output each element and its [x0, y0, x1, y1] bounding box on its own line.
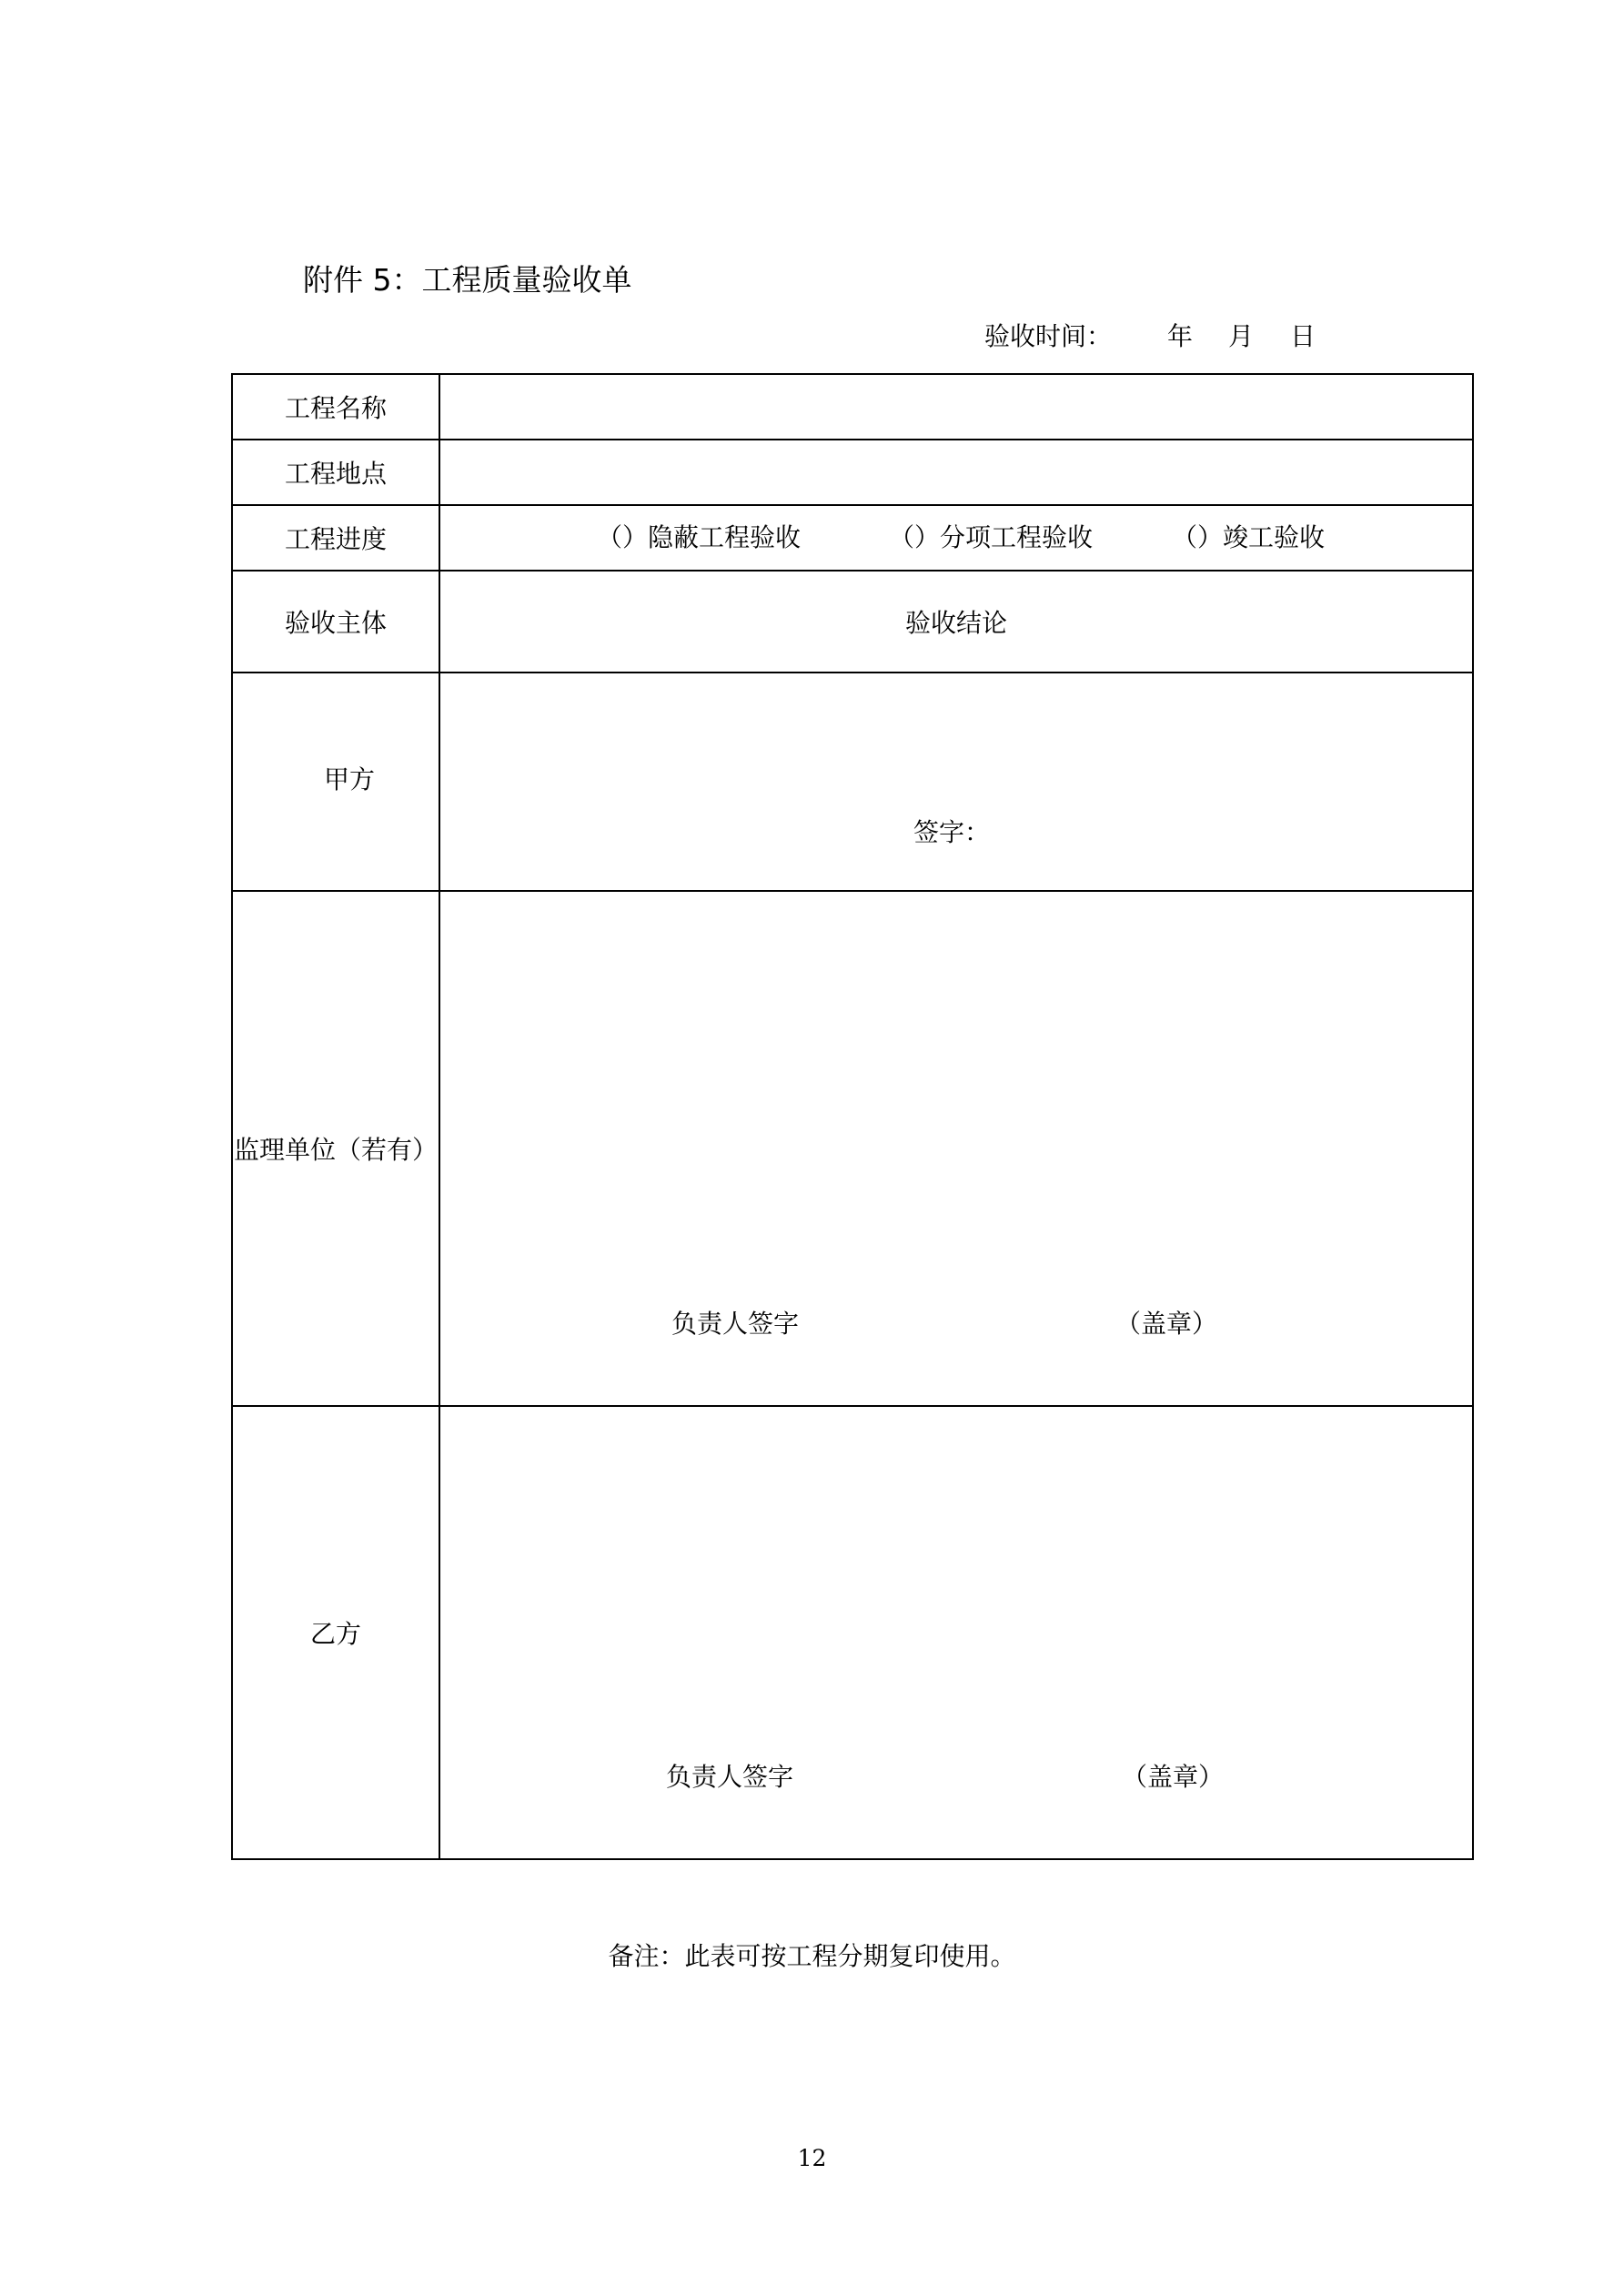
supervisor-label-cell	[232, 891, 439, 1406]
supervisor-seal-label: （盖章）	[1115, 1309, 1218, 1339]
project-name-row	[232, 374, 1473, 440]
project-name-label	[232, 374, 439, 440]
footnote: 备注：此表可按工程分期复印使用。	[608, 1941, 1016, 1971]
header-row	[232, 571, 1473, 673]
page-number: 12	[797, 2145, 827, 2171]
party-a-signature-label: 签字：	[913, 817, 991, 847]
conclusion-header-text: 验收结论	[904, 608, 1007, 638]
acceptance-form-table	[231, 373, 1474, 1860]
progress-option-completion[interactable]: （）竣工验收	[1172, 522, 1326, 552]
party-b-label: 乙方	[309, 1619, 361, 1649]
supervisor-signature-label: 负责人签字	[671, 1309, 800, 1339]
date-month-label: 月	[1228, 321, 1255, 351]
conclusion-header	[439, 571, 1473, 673]
project-name-field[interactable]	[439, 374, 1473, 440]
party-b-seal-label: （盖章）	[1122, 1762, 1225, 1792]
progress-options-cell	[439, 505, 1473, 571]
party-a-label: 甲方	[324, 764, 376, 794]
project-site-label-text: 工程地点	[284, 459, 387, 489]
page-title: 附件 5：工程质量验收单	[303, 262, 632, 298]
party-a-row	[232, 673, 1473, 891]
project-name-label-text: 工程名称	[284, 393, 387, 423]
progress-label	[232, 505, 439, 571]
progress-label-text: 工程进度	[284, 524, 387, 554]
date-day-label: 日	[1290, 321, 1316, 351]
subject-header-text: 验收主体	[284, 608, 387, 638]
party-b-row	[232, 1406, 1473, 1859]
supervisor-label: 监理单位（若有）	[233, 1135, 438, 1165]
project-site-row	[232, 440, 1473, 505]
progress-row	[232, 505, 1473, 571]
party-b-conclusion-cell[interactable]	[439, 1406, 1473, 1859]
acceptance-date-label: 验收时间：	[984, 321, 1113, 351]
project-site-label	[232, 440, 439, 505]
supervisor-row	[232, 891, 1473, 1406]
progress-option-concealed[interactable]: （）隐蔽工程验收	[597, 522, 802, 552]
supervisor-conclusion-cell[interactable]	[439, 891, 1473, 1406]
subject-header	[232, 571, 439, 673]
party-a-label-cell	[232, 673, 439, 891]
party-a-conclusion-cell[interactable]	[439, 673, 1473, 891]
project-site-field[interactable]	[439, 440, 1473, 505]
party-b-signature-label: 负责人签字	[666, 1762, 794, 1792]
date-year-label: 年	[1167, 321, 1194, 351]
party-b-label-cell	[232, 1406, 439, 1859]
progress-option-subitem[interactable]: （）分项工程验收	[889, 522, 1094, 552]
